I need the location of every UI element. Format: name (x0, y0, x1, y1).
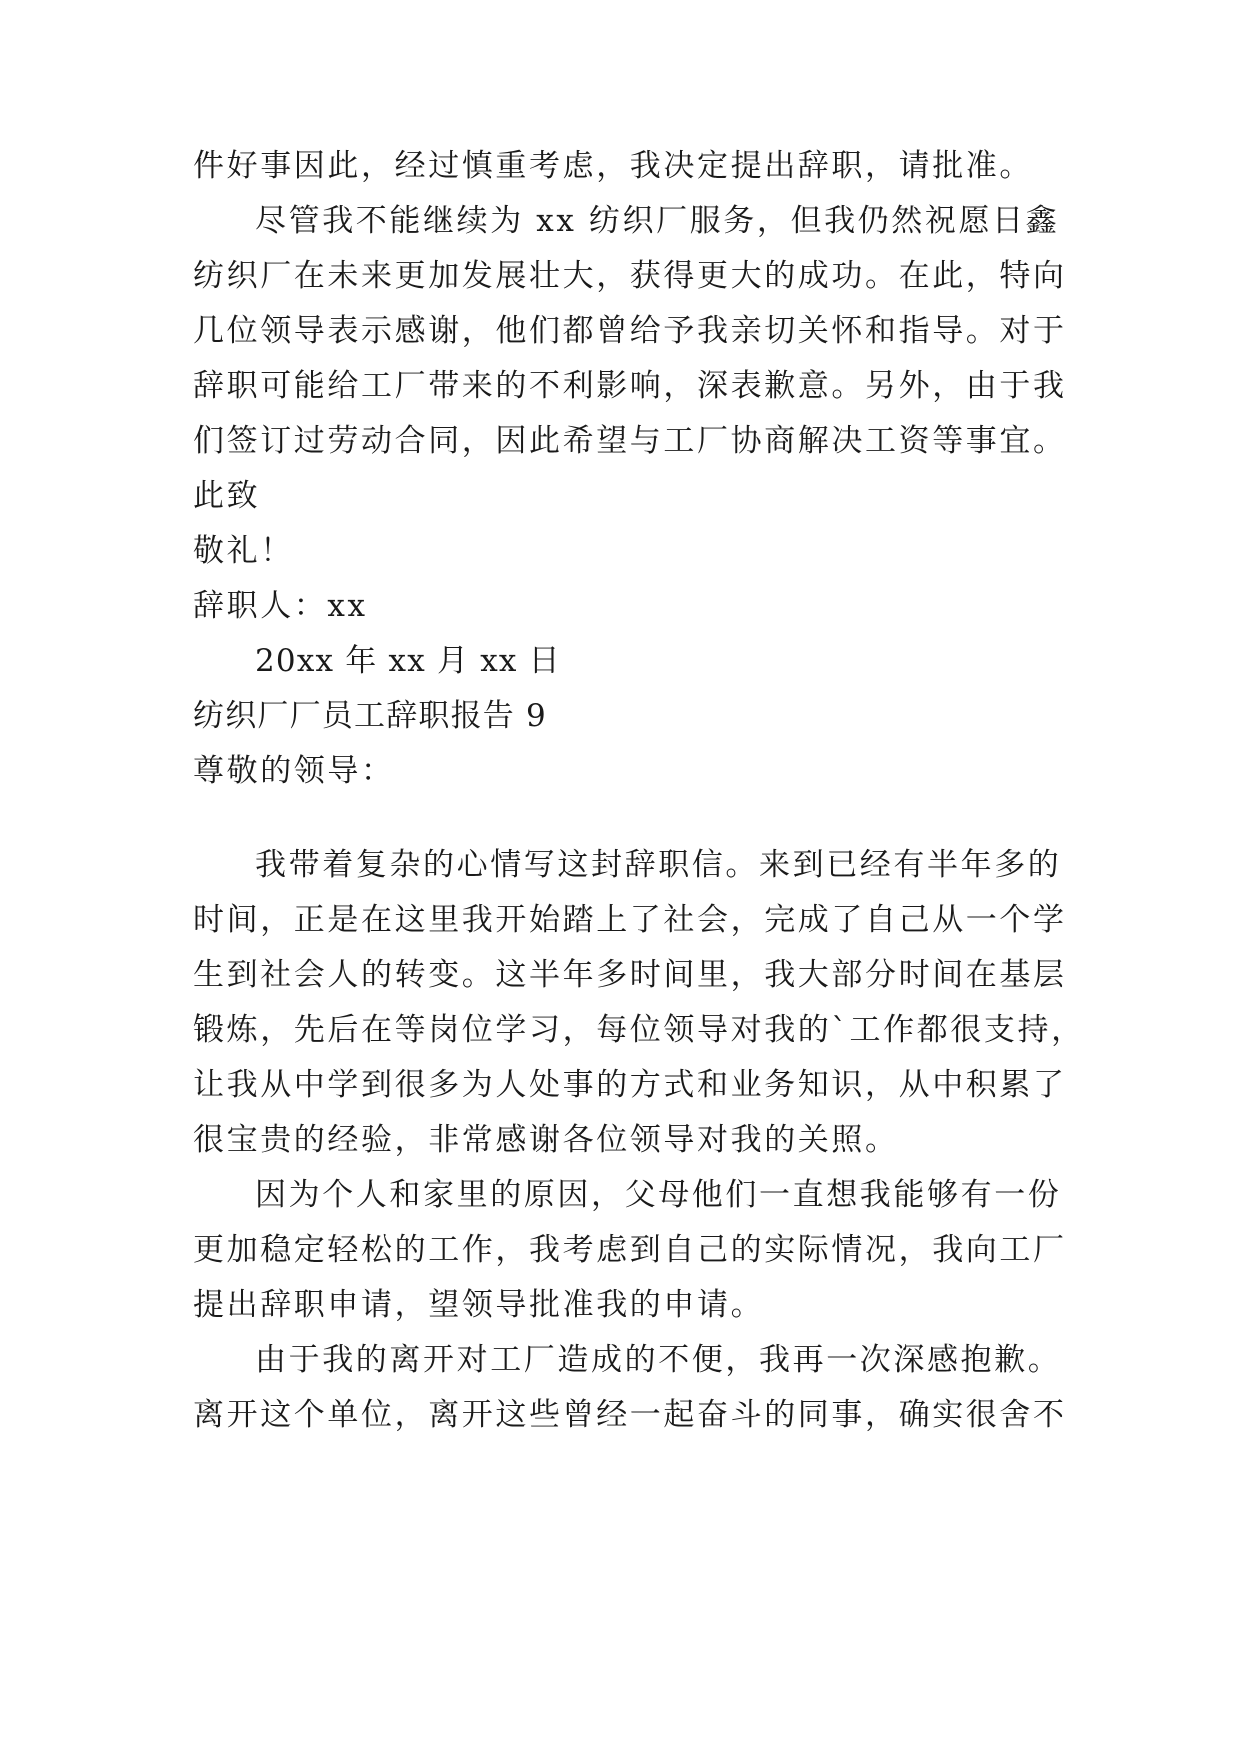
text-line: 们签订过劳动合同，因此希望与工厂协商解决工资等事宜。 (193, 423, 1067, 459)
text-line: 几位领导表示感谢，他们都曾给予我亲切关怀和指导。对于 (193, 313, 1067, 349)
closing-regards: 敬礼！ (193, 533, 294, 569)
text-line: 由于我的离开对工厂造成的不便，我再一次深感抱歉。 (255, 1342, 1062, 1378)
text-line: 锻炼，先后在等岗位学习，每位领导对我的`工作都很支持， (193, 1012, 1085, 1048)
text-line: 让我从中学到很多为人处事的方式和业务知识，从中积累了 (193, 1067, 1067, 1103)
text-line: 生到社会人的转变。这半年多时间里，我大部分时间在基层 (193, 957, 1067, 993)
closing-salutation: 此致 (193, 478, 261, 514)
text-line: 辞职可能给工厂带来的不利影响，深表歉意。另外，由于我 (193, 368, 1067, 404)
text-line: 件好事因此，经过慎重考虑，我决定提出辞职，请批准。 (193, 148, 1033, 184)
text-line: 很宝贵的经验，非常感谢各位领导对我的关照。 (193, 1122, 899, 1158)
text-line: 纺织厂在未来更加发展壮大，获得更大的成功。在此，特向 (193, 258, 1067, 294)
text-line: 更加稳定轻松的工作，我考虑到自己的实际情况，我向工厂 (193, 1232, 1067, 1268)
text-line: 提出辞职申请，望领导批准我的申请。 (193, 1287, 765, 1323)
text-line: 尽管我不能继续为 xx 纺织厂服务，但我仍然祝愿日鑫 (255, 203, 1060, 239)
text-line: 我带着复杂的心情写这封辞职信。来到已经有半年多的 (255, 847, 1062, 883)
signature-line: 辞职人：xx (193, 588, 368, 624)
text-line: 时间，正是在这里我开始踏上了社会，完成了自己从一个学 (193, 902, 1067, 938)
text-line: 因为个人和家里的原因，父母他们一直想我能够有一份 (255, 1177, 1062, 1213)
text-line: 离开这个单位，离开这些曾经一起奋斗的同事，确实很舍不 (193, 1397, 1067, 1433)
greeting: 尊敬的领导： (193, 753, 395, 789)
date-line: 20xx 年 xx 月 xx 日 (255, 643, 561, 679)
section-heading: 纺织厂厂员工辞职报告 9 (193, 698, 547, 734)
